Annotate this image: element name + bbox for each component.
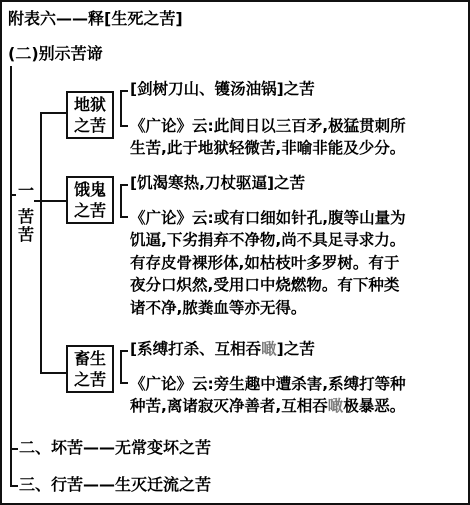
hell-heading: [剑树刀山、镬汤油锅]之苦 [130,80,315,98]
hell-quote [130,115,406,160]
hungry-ghost-box: 饿鬼之苦 [66,176,114,224]
ghost-quote-line: 《广论》云:或有口细如针孔,腹等山量为 [130,209,406,227]
animal-quote-line: 《广论》云:旁生趣中遭杀害,系缚打等种 [130,375,406,393]
outer-branch-2 [10,448,18,450]
animal-heading-char: 噉 [261,340,277,358]
ghost-quote-line: 饥逼,下劣捐弃不净物,尚不具足寻求力。 [130,231,406,250]
outer-branch-3 [10,485,18,487]
animal-quote-part: 极暴恶。 [343,397,406,416]
hell-quote-line: 生苦,此于地狱轻微苦,非喻非能及少分。 [130,139,406,158]
ghost-bracket-line [120,184,122,218]
outer-trunk-line [10,66,12,486]
ghost-bracket-bottom [120,216,128,218]
suffering-of-change: 二、坏苦——无常变坏之苦 [19,438,212,457]
inner-branch-3 [40,372,66,374]
animal-heading-part: [系缚打杀、互相吞 [130,340,262,358]
animal-quote-char: 噉 [327,397,344,416]
animal-bracket-top [120,350,128,352]
hell-bracket-top [120,90,128,92]
page-title: 附表六——释[生死之苦] [8,9,183,28]
inner-trunk-line [40,112,42,372]
animal-bracket-bottom [120,382,128,384]
ghost-quote-line: 有存皮骨裸形体,如枯枝叶多罗树。有于 [130,253,400,272]
suffering-of-conditioning: 三、行苦——生灭迁流之苦 [19,475,212,494]
hell-bracket-line [120,90,122,127]
ghost-quote-line: 诸不净,脓粪血等亦无得。 [130,298,307,317]
hell-bracket-bottom [120,125,128,127]
ghost-quote [130,207,406,319]
animal-quote-line [130,395,406,417]
animal-realm-box: 畜生之苦 [66,345,114,393]
animal-heading-part: ]之苦 [276,340,315,358]
ghost-bracket-top [120,184,128,186]
outer-branch-1 [10,194,16,196]
group-label-number: 一 [17,181,34,200]
animal-quote [130,373,406,418]
hell-realm-box: 地狱之苦 [66,91,114,139]
inner-branch-1 [40,112,66,114]
hell-quote-line: 《广论》云:此间日以三百矛,极猛贯刺所 [130,117,406,135]
group-label-text: 苦苦 [17,207,34,245]
ghost-quote-line: 夜分口炽然,受用口中烧燃物。有下种类 [130,276,400,295]
ghost-heading: [饥渴寒热,刀杖驱逼]之苦 [130,174,306,192]
animal-quote-part: 种苦,离诸寂灭净善者,互相吞 [130,397,328,416]
section-title: (二)别示苦谛 [8,44,103,63]
inner-branch-2 [40,200,66,202]
animal-heading [130,342,315,358]
animal-bracket-line [120,350,122,384]
